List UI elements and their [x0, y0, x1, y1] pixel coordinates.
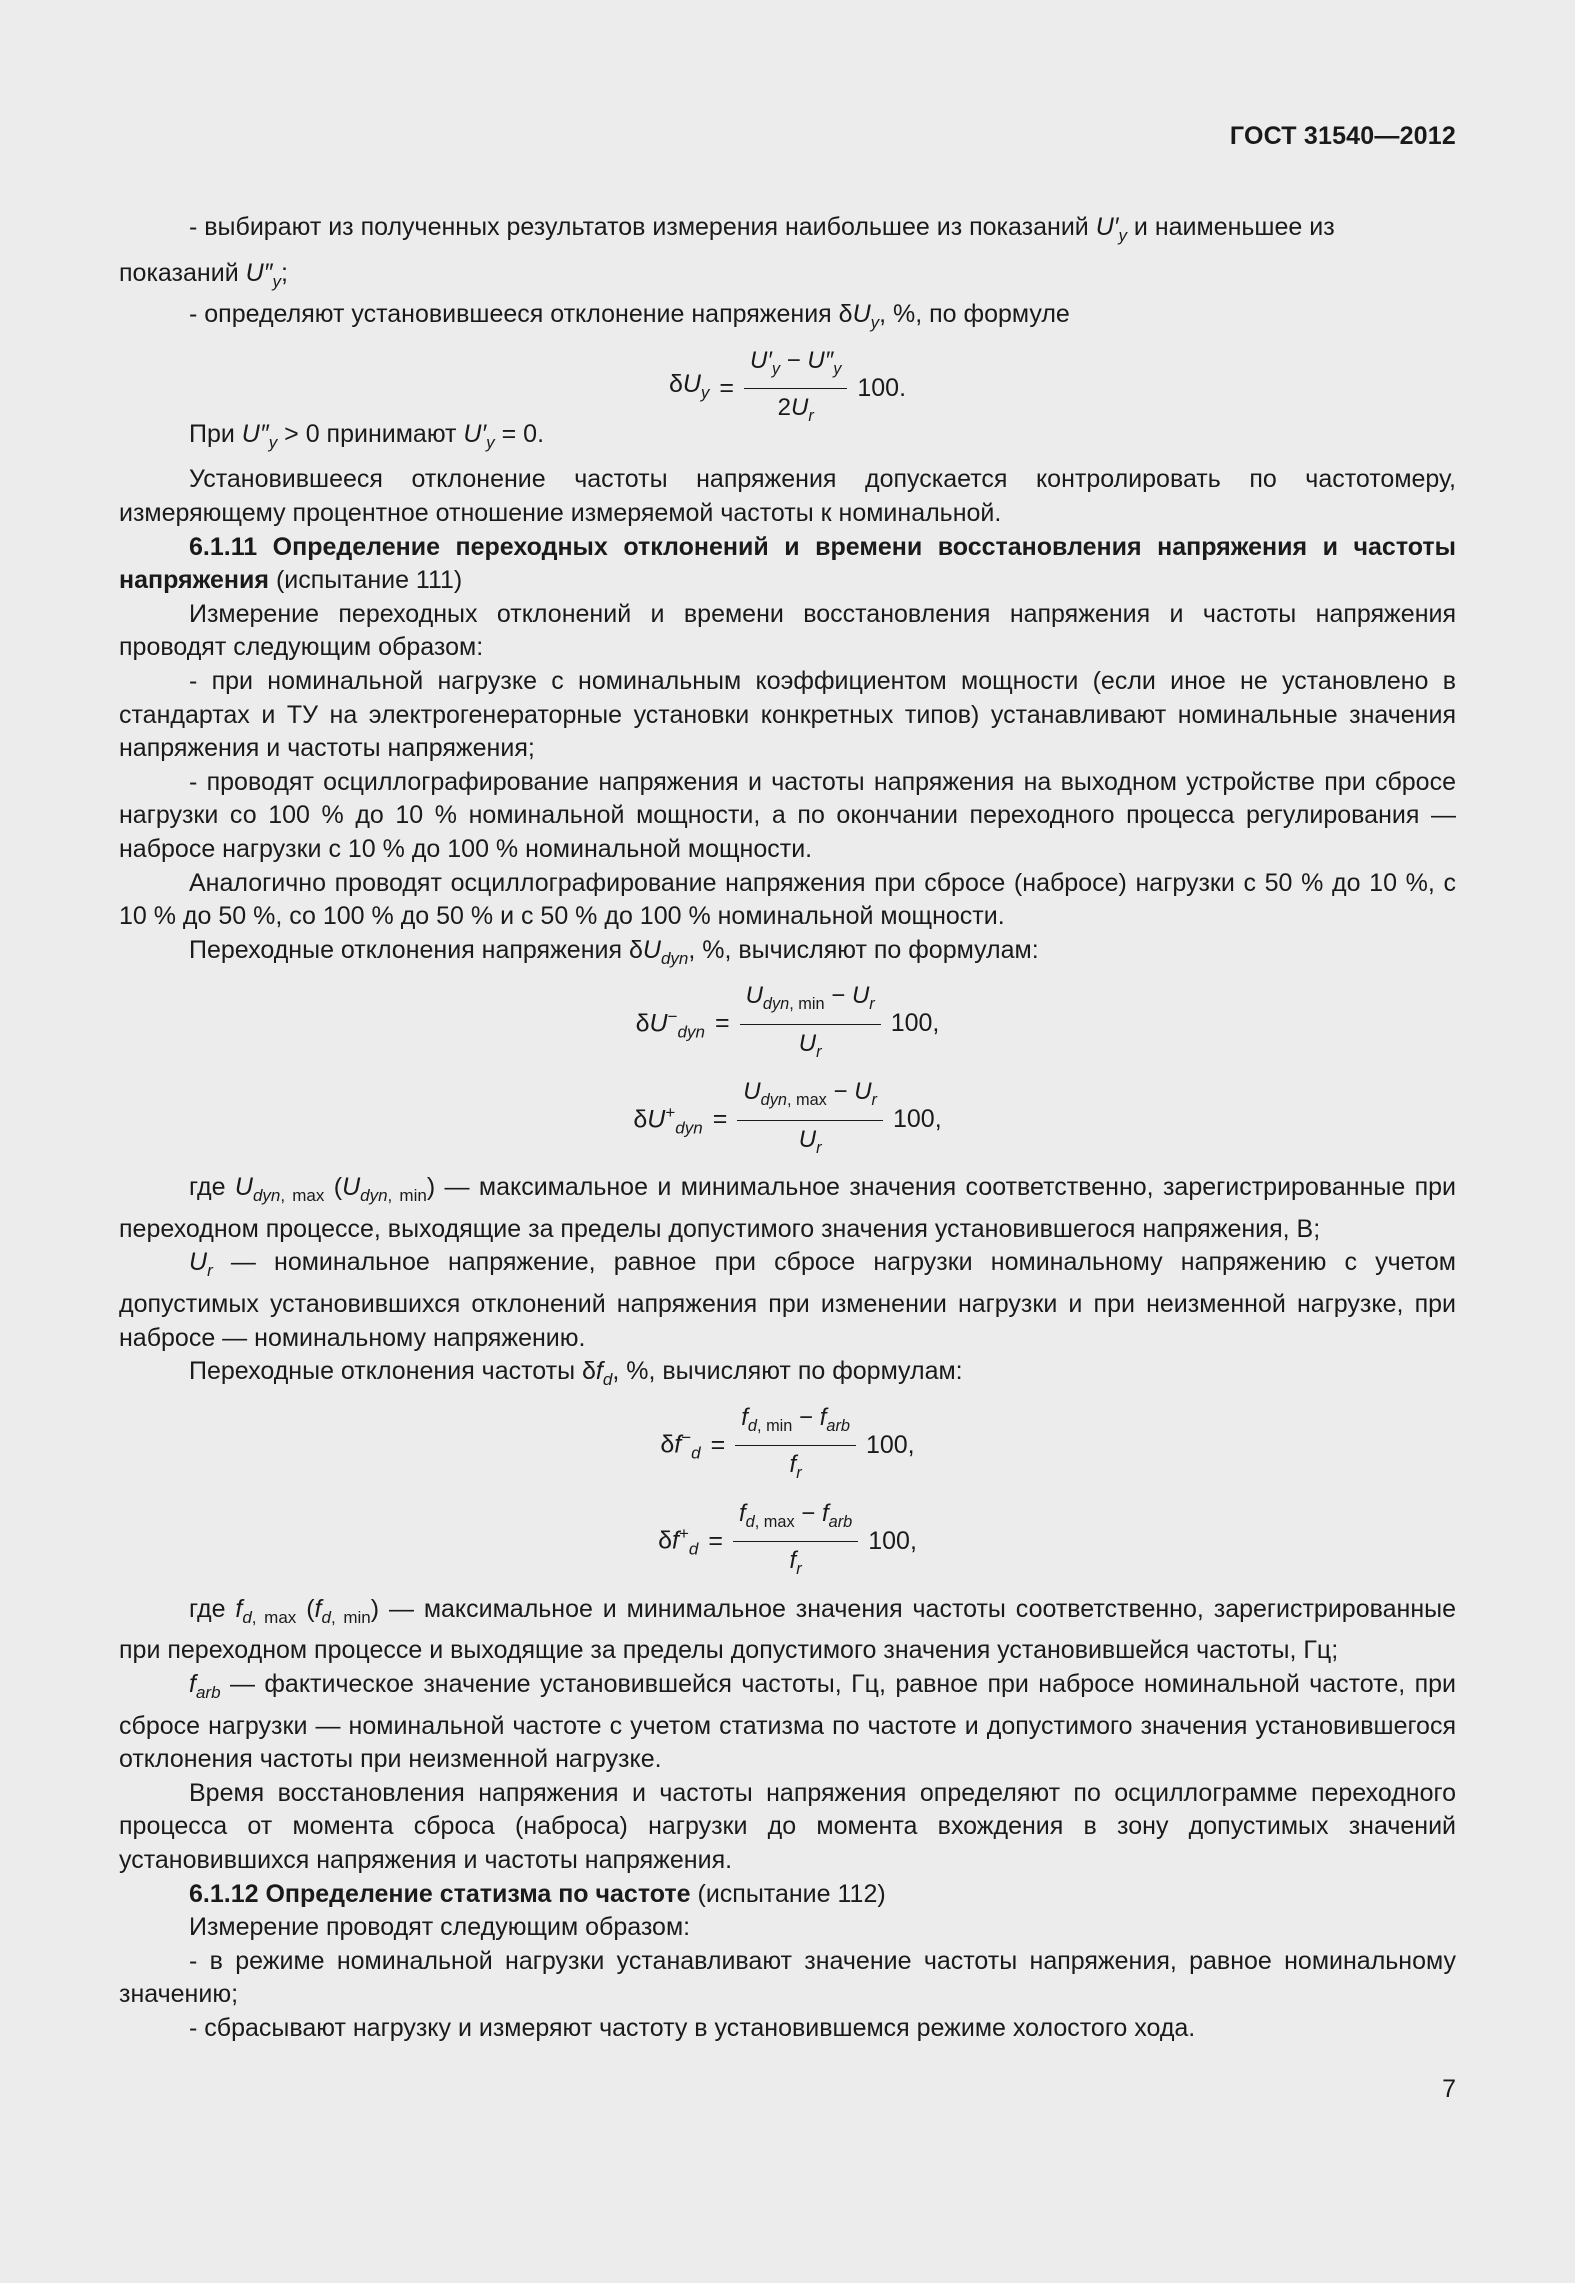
paragraph: - в режиме номинальной нагрузки устанавливают значение частоты напряжения, равное номинальному значению;	[119, 1946, 1456, 2009]
paragraph: показаний $U''_y$;	[119, 258, 288, 291]
paragraph: - определяют установившееся отклонение напряжения $\delta U_y$, %, по формуле	[189, 300, 1070, 333]
paragraph: Аналогично проводят осциллографирование напряжения при сбросе (набросе) нагрузки с 50 % до 10 %, с 10 % до 50 %, со 100 % до 50 % и с 50 % до 100 % номинальной мощности.	[119, 868, 1456, 931]
paragraph: Время восстановления напряжения и частоты напряжения определяют по осциллограмме переходного процесса от момента сброса (наброса) нагрузки до момента вхождения в зону допустимых значений установившихся напряжения и частоты напряжения.	[119, 1778, 1456, 1874]
paragraph: - сбрасывают нагрузку и измеряют частоту в установившемся режиме холостого хода.	[189, 2013, 1196, 2042]
section-heading-6-1-12: 6.1.12 Определение статизма по частоте (испытание 112)	[189, 1879, 886, 1908]
paragraph: $f_{arb}$ — фактическое значение установившейся частоты, Гц, равное при набросе номинальной частоте, при сбросе нагрузки — номинальной частоте с учетом статизма по частоте и допустимого значения установившегося отклонения частоты при неизменной нагрузке.	[119, 1670, 1456, 1774]
standard-code: ГОСТ 31540—2012	[1229, 122, 1456, 150]
formula-voltage-dyn-plus: $\delta U^+_{dyn}$ = $\frac{U_{dyn, max} - U_r}{U_r}$ 100,	[119, 1075, 1456, 1167]
formula-steady-voltage-deviation: $\delta U_y$ = $\frac{U'_y - U''_y}{2U_r}$ 100.	[119, 344, 1456, 414]
paragraph: где $f_{d, max}$ $(f_{d, min})$ — максимальное и минимальное значения частоты соответственно, зарегистрированные при переходном процессе и выходящие за пределы допустимого значения установившейся частоты, Гц;	[119, 1594, 1456, 1665]
page-number: 7	[1442, 2075, 1456, 2103]
section-heading-6-1-11: 6.1.11 Определение переходных отклонений и времени восстановления напряжения и частоты напряжения (испытание 111)	[119, 532, 1456, 595]
paragraph: Установившееся отклонение частоты напряжения допускается контролировать по частотомеру, измеряющему процентное отношение измеряемой частоты к номинальной.	[119, 465, 1456, 527]
paragraph: - проводят осциллографирование напряжения и частоты напряжения на выходном устройстве при сбросе нагрузки со 100 % до 10 % номинальной мощности, а по окончании переходного процесса регулирования — набросе нагрузки с 10 % до 100 % номинальной мощности.	[119, 767, 1456, 863]
paragraph: $U_r$ — номинальное напряжение, равное при сбросе нагрузки номинальному напряжению с учетом допустимых установившихся отклонений напряжения при изменении нагрузки и при неизменной нагрузке, при набросе — номинальному напряжению.	[119, 1248, 1456, 1352]
formula-voltage-dyn-minus: $\delta U^-_{dyn}$ = $\frac{U_{dyn, min} - U_r}{U_r}$ 100,	[119, 979, 1456, 1071]
paragraph: Измерение переходных отклонений и времени восстановления напряжения и частоты напряжения проводят следующим образом:	[119, 599, 1456, 662]
body-text	[119, 211, 1456, 2046]
formula-frequency-minus: $\delta f^-_d$ = $\frac{f_{d, min} - f_{arb}}{f_r}$ 100,	[119, 1401, 1456, 1493]
paragraph: где $U_{dyn, max}$ $(U_{dyn, min})$ — максимальное и минимальное значения соответственно, зарегистрированные при переходном процессе, выходящие за пределы допустимого значения установившегося напряжения, В;	[119, 1173, 1457, 1243]
paragraph: При $U''_y > 0$ принимают $U'_y = 0$.	[189, 419, 545, 452]
paragraph: Переходные отклонения частоты $\delta f_d$, %, вычисляют по формулам:	[189, 1357, 963, 1390]
paragraph: Переходные отклонения напряжения $\delta U_{dyn}$, %, вычисляют по формулам:	[189, 935, 1039, 968]
paragraph: Измерение проводят следующим образом:	[189, 1913, 691, 1942]
formula-frequency-plus: $\delta f^+_d$ = $\frac{f_{d, max} - f_{arb}}{f_r}$ 100,	[119, 1497, 1456, 1589]
paragraph: - при номинальной нагрузке с номинальным коэффициентом мощности (если иное не установлено в стандартах и ТУ на электрогенераторные установки конкретных типов) устанавливают номинальные значения напряжения и частоты напряжения;	[119, 666, 1456, 763]
paragraph: - выбирают из полученных результатов измерения наибольшее из показаний $U'_y$ и наименьшее из	[189, 213, 1335, 245]
